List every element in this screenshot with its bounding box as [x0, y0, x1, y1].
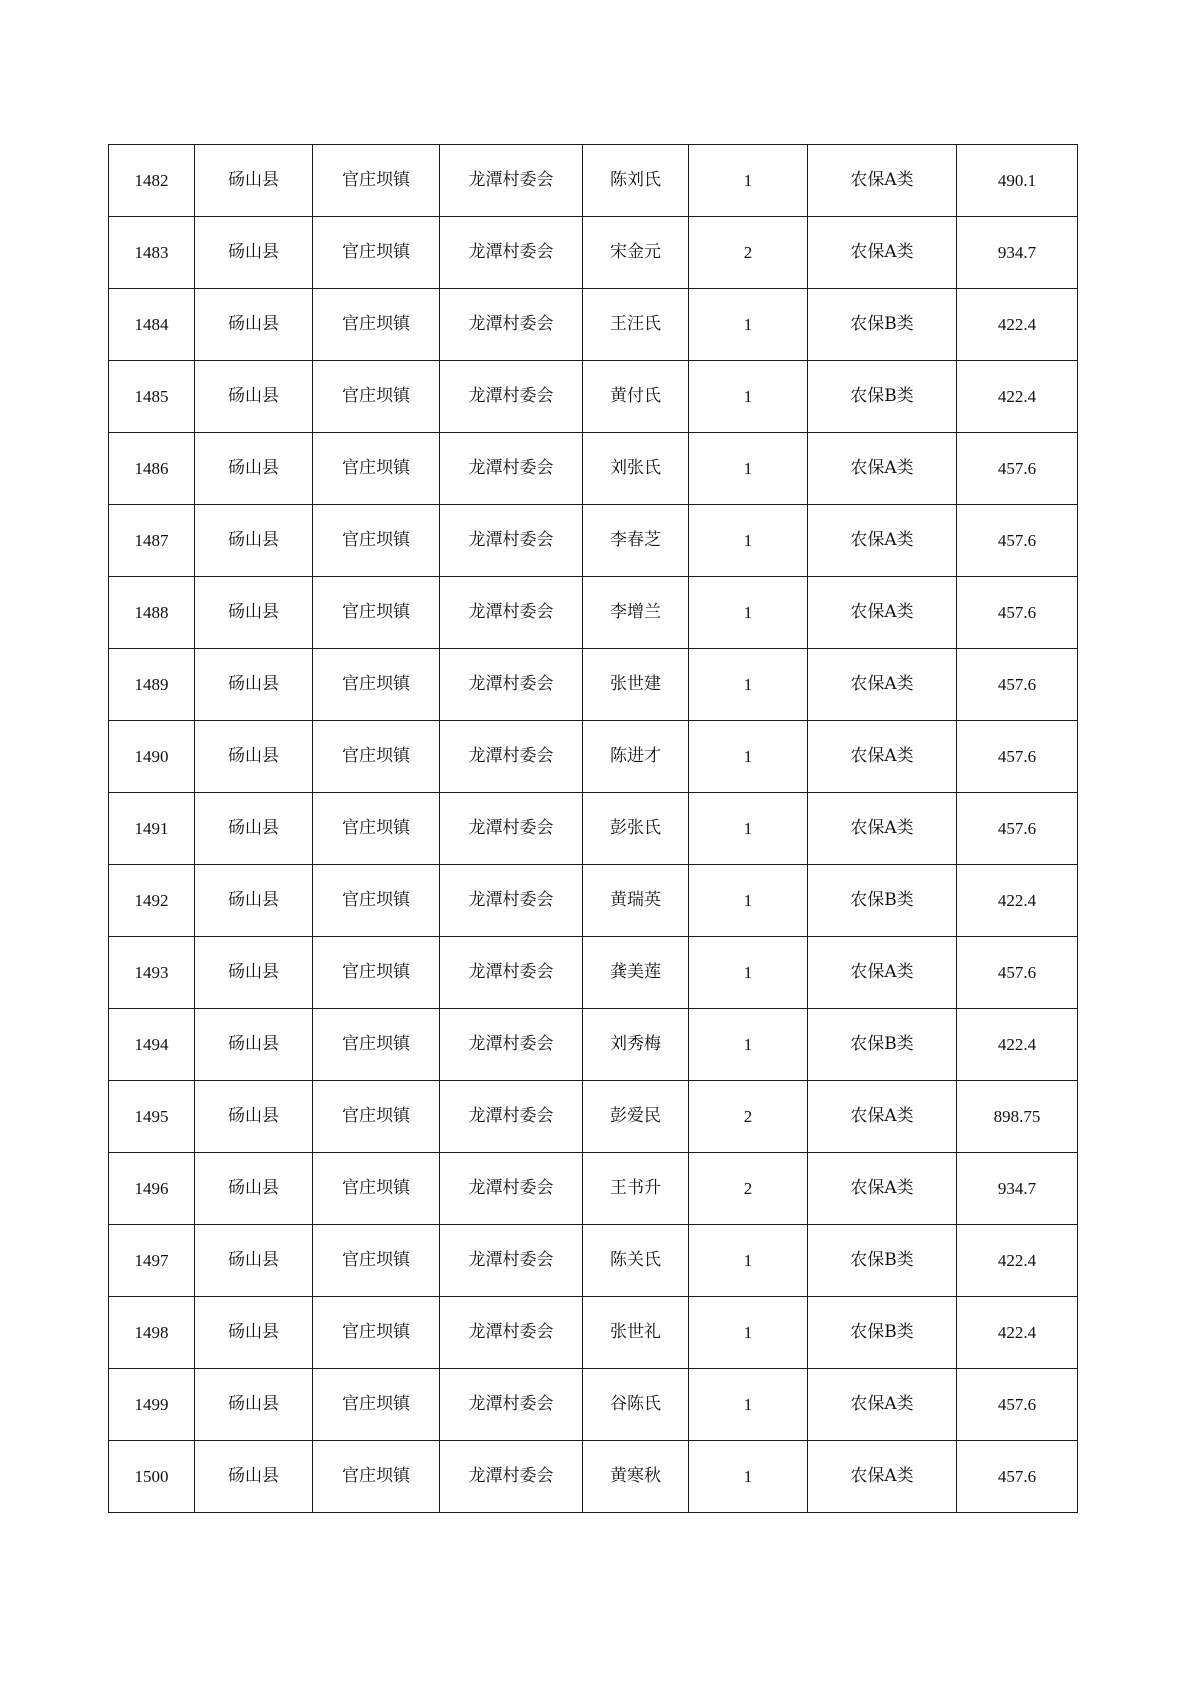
town-cell: 官庄坝镇 — [313, 1369, 440, 1441]
household-count-cell: 1 — [689, 433, 808, 505]
county-cell: 砀山县 — [195, 1369, 313, 1441]
household-count-cell: 1 — [689, 145, 808, 217]
amount-cell: 490.1 — [957, 145, 1078, 217]
row-number-cell: 1498 — [109, 1297, 195, 1369]
insurance-category-cell: 农保A类 — [808, 1081, 957, 1153]
town-cell: 官庄坝镇 — [313, 1153, 440, 1225]
household-count-cell: 1 — [689, 505, 808, 577]
person-name-cell: 彭张氏 — [583, 793, 689, 865]
town-cell: 官庄坝镇 — [313, 865, 440, 937]
village-committee-cell: 龙潭村委会 — [440, 649, 583, 721]
row-number-cell: 1491 — [109, 793, 195, 865]
household-count-cell: 1 — [689, 649, 808, 721]
household-count-cell: 1 — [689, 721, 808, 793]
amount-cell: 457.6 — [957, 433, 1078, 505]
village-committee-cell: 龙潭村委会 — [440, 505, 583, 577]
amount-cell: 457.6 — [957, 1441, 1078, 1513]
row-number-cell: 1497 — [109, 1225, 195, 1297]
person-name-cell: 张世礼 — [583, 1297, 689, 1369]
table-row — [109, 1369, 1078, 1441]
insurance-category-cell: 农保A类 — [808, 937, 957, 1009]
row-number-cell: 1493 — [109, 937, 195, 1009]
table-row — [109, 433, 1078, 505]
village-committee-cell: 龙潭村委会 — [440, 289, 583, 361]
village-committee-cell: 龙潭村委会 — [440, 1369, 583, 1441]
table-row — [109, 145, 1078, 217]
household-count-cell: 1 — [689, 865, 808, 937]
person-name-cell: 刘秀梅 — [583, 1009, 689, 1081]
household-count-cell: 1 — [689, 577, 808, 649]
county-cell: 砀山县 — [195, 145, 313, 217]
town-cell: 官庄坝镇 — [313, 217, 440, 289]
insurance-category-cell: 农保A类 — [808, 649, 957, 721]
row-number-cell: 1490 — [109, 721, 195, 793]
person-name-cell: 黄瑞英 — [583, 865, 689, 937]
person-name-cell: 李增兰 — [583, 577, 689, 649]
table-row — [109, 721, 1078, 793]
row-number-cell: 1494 — [109, 1009, 195, 1081]
table-row — [109, 505, 1078, 577]
household-count-cell: 2 — [689, 1153, 808, 1225]
insurance-category-cell: 农保A类 — [808, 793, 957, 865]
village-committee-cell: 龙潭村委会 — [440, 1081, 583, 1153]
county-cell: 砀山县 — [195, 577, 313, 649]
town-cell: 官庄坝镇 — [313, 505, 440, 577]
county-cell: 砀山县 — [195, 289, 313, 361]
county-cell: 砀山县 — [195, 937, 313, 1009]
insurance-category-cell: 农保A类 — [808, 433, 957, 505]
household-count-cell: 1 — [689, 361, 808, 433]
insurance-category-cell: 农保B类 — [808, 1297, 957, 1369]
table-row — [109, 865, 1078, 937]
village-committee-cell: 龙潭村委会 — [440, 1153, 583, 1225]
county-cell: 砀山县 — [195, 721, 313, 793]
person-name-cell: 王汪氏 — [583, 289, 689, 361]
town-cell: 官庄坝镇 — [313, 1009, 440, 1081]
amount-cell: 457.6 — [957, 793, 1078, 865]
county-cell: 砀山县 — [195, 505, 313, 577]
amount-cell: 457.6 — [957, 1369, 1078, 1441]
row-number-cell: 1492 — [109, 865, 195, 937]
amount-cell: 422.4 — [957, 289, 1078, 361]
table-row — [109, 1441, 1078, 1513]
insurance-category-cell: 农保A类 — [808, 1153, 957, 1225]
town-cell: 官庄坝镇 — [313, 289, 440, 361]
person-name-cell: 陈进才 — [583, 721, 689, 793]
household-count-cell: 1 — [689, 1369, 808, 1441]
row-number-cell: 1483 — [109, 217, 195, 289]
insurance-category-cell: 农保A类 — [808, 217, 957, 289]
person-name-cell: 王书升 — [583, 1153, 689, 1225]
village-committee-cell: 龙潭村委会 — [440, 793, 583, 865]
row-number-cell: 1484 — [109, 289, 195, 361]
person-name-cell: 张世建 — [583, 649, 689, 721]
person-name-cell: 李春芝 — [583, 505, 689, 577]
table-row — [109, 1081, 1078, 1153]
person-name-cell: 彭爱民 — [583, 1081, 689, 1153]
row-number-cell: 1486 — [109, 433, 195, 505]
village-committee-cell: 龙潭村委会 — [440, 1009, 583, 1081]
town-cell: 官庄坝镇 — [313, 1297, 440, 1369]
insurance-category-cell: 农保A类 — [808, 1369, 957, 1441]
table-body — [109, 145, 1078, 1513]
village-committee-cell: 龙潭村委会 — [440, 433, 583, 505]
village-committee-cell: 龙潭村委会 — [440, 145, 583, 217]
town-cell: 官庄坝镇 — [313, 577, 440, 649]
amount-cell: 457.6 — [957, 721, 1078, 793]
row-number-cell: 1495 — [109, 1081, 195, 1153]
table-row — [109, 1225, 1078, 1297]
county-cell: 砀山县 — [195, 1009, 313, 1081]
table-row — [109, 577, 1078, 649]
county-cell: 砀山县 — [195, 649, 313, 721]
row-number-cell: 1485 — [109, 361, 195, 433]
amount-cell: 422.4 — [957, 1009, 1078, 1081]
beneficiary-table — [108, 144, 1078, 1513]
household-count-cell: 1 — [689, 793, 808, 865]
table-row — [109, 1153, 1078, 1225]
insurance-category-cell: 农保A类 — [808, 505, 957, 577]
row-number-cell: 1496 — [109, 1153, 195, 1225]
amount-cell: 934.7 — [957, 217, 1078, 289]
amount-cell: 457.6 — [957, 649, 1078, 721]
row-number-cell: 1500 — [109, 1441, 195, 1513]
person-name-cell: 龚美莲 — [583, 937, 689, 1009]
household-count-cell: 1 — [689, 289, 808, 361]
amount-cell: 422.4 — [957, 865, 1078, 937]
insurance-category-cell: 农保A类 — [808, 145, 957, 217]
insurance-category-cell: 农保A类 — [808, 577, 957, 649]
person-name-cell: 黄寒秋 — [583, 1441, 689, 1513]
row-number-cell: 1489 — [109, 649, 195, 721]
amount-cell: 934.7 — [957, 1153, 1078, 1225]
row-number-cell: 1488 — [109, 577, 195, 649]
amount-cell: 422.4 — [957, 1225, 1078, 1297]
table-row — [109, 937, 1078, 1009]
table-row — [109, 649, 1078, 721]
insurance-category-cell: 农保B类 — [808, 865, 957, 937]
row-number-cell: 1487 — [109, 505, 195, 577]
person-name-cell: 刘张氏 — [583, 433, 689, 505]
county-cell: 砀山县 — [195, 793, 313, 865]
household-count-cell: 1 — [689, 1441, 808, 1513]
table-row — [109, 361, 1078, 433]
table-row — [109, 1009, 1078, 1081]
county-cell: 砀山县 — [195, 1441, 313, 1513]
household-count-cell: 1 — [689, 1009, 808, 1081]
person-name-cell: 宋金元 — [583, 217, 689, 289]
county-cell: 砀山县 — [195, 1153, 313, 1225]
village-committee-cell: 龙潭村委会 — [440, 721, 583, 793]
village-committee-cell: 龙潭村委会 — [440, 937, 583, 1009]
insurance-category-cell: 农保B类 — [808, 361, 957, 433]
person-name-cell: 谷陈氏 — [583, 1369, 689, 1441]
county-cell: 砀山县 — [195, 433, 313, 505]
table-row — [109, 1297, 1078, 1369]
town-cell: 官庄坝镇 — [313, 649, 440, 721]
amount-cell: 422.4 — [957, 1297, 1078, 1369]
household-count-cell: 2 — [689, 217, 808, 289]
town-cell: 官庄坝镇 — [313, 1225, 440, 1297]
village-committee-cell: 龙潭村委会 — [440, 1225, 583, 1297]
insurance-category-cell: 农保B类 — [808, 289, 957, 361]
town-cell: 官庄坝镇 — [313, 1441, 440, 1513]
county-cell: 砀山县 — [195, 865, 313, 937]
household-count-cell: 2 — [689, 1081, 808, 1153]
amount-cell: 898.75 — [957, 1081, 1078, 1153]
amount-cell: 422.4 — [957, 361, 1078, 433]
amount-cell: 457.6 — [957, 937, 1078, 1009]
village-committee-cell: 龙潭村委会 — [440, 217, 583, 289]
town-cell: 官庄坝镇 — [313, 361, 440, 433]
table-row — [109, 217, 1078, 289]
county-cell: 砀山县 — [195, 1225, 313, 1297]
table-row — [109, 793, 1078, 865]
village-committee-cell: 龙潭村委会 — [440, 361, 583, 433]
household-count-cell: 1 — [689, 937, 808, 1009]
county-cell: 砀山县 — [195, 361, 313, 433]
row-number-cell: 1482 — [109, 145, 195, 217]
town-cell: 官庄坝镇 — [313, 433, 440, 505]
insurance-category-cell: 农保A类 — [808, 721, 957, 793]
village-committee-cell: 龙潭村委会 — [440, 865, 583, 937]
amount-cell: 457.6 — [957, 577, 1078, 649]
village-committee-cell: 龙潭村委会 — [440, 577, 583, 649]
village-committee-cell: 龙潭村委会 — [440, 1297, 583, 1369]
town-cell: 官庄坝镇 — [313, 721, 440, 793]
household-count-cell: 1 — [689, 1225, 808, 1297]
person-name-cell: 陈刘氏 — [583, 145, 689, 217]
row-number-cell: 1499 — [109, 1369, 195, 1441]
county-cell: 砀山县 — [195, 217, 313, 289]
county-cell: 砀山县 — [195, 1297, 313, 1369]
town-cell: 官庄坝镇 — [313, 145, 440, 217]
person-name-cell: 陈关氏 — [583, 1225, 689, 1297]
insurance-category-cell: 农保A类 — [808, 1441, 957, 1513]
amount-cell: 457.6 — [957, 505, 1078, 577]
insurance-category-cell: 农保B类 — [808, 1225, 957, 1297]
town-cell: 官庄坝镇 — [313, 937, 440, 1009]
village-committee-cell: 龙潭村委会 — [440, 1441, 583, 1513]
person-name-cell: 黄付氏 — [583, 361, 689, 433]
town-cell: 官庄坝镇 — [313, 793, 440, 865]
town-cell: 官庄坝镇 — [313, 1081, 440, 1153]
insurance-category-cell: 农保B类 — [808, 1009, 957, 1081]
household-count-cell: 1 — [689, 1297, 808, 1369]
table-row — [109, 289, 1078, 361]
county-cell: 砀山县 — [195, 1081, 313, 1153]
